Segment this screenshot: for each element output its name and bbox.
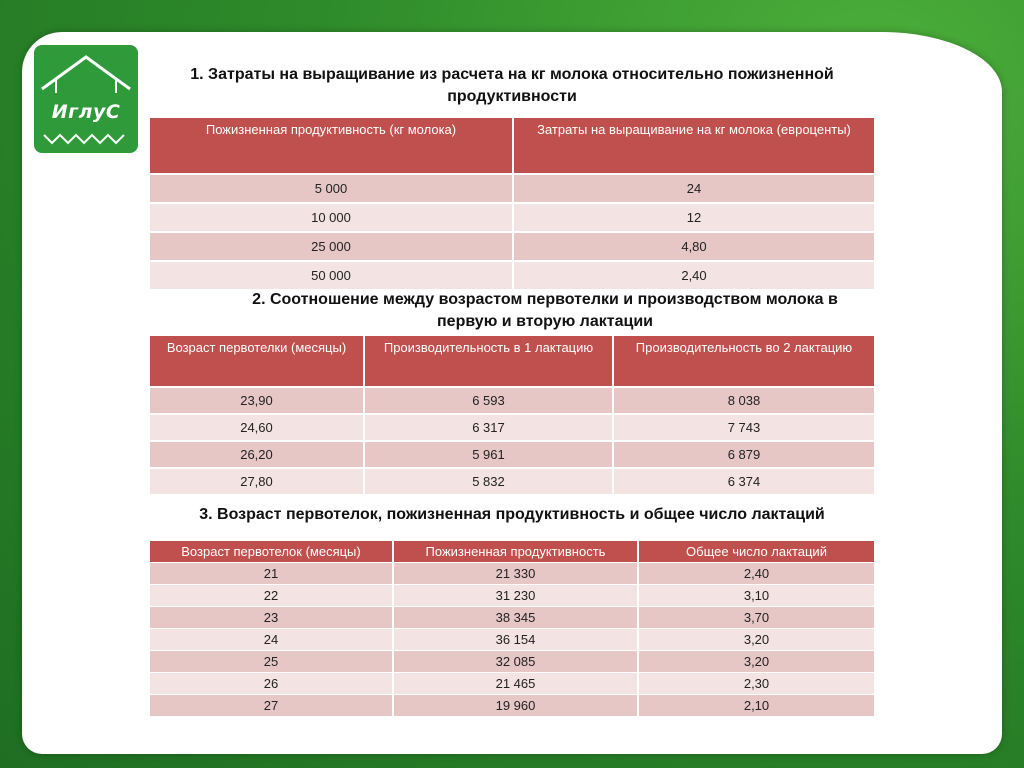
table-cell: 38 345 xyxy=(393,607,638,629)
column-header: Затраты на выращивание на кг молока (евроценты) xyxy=(513,118,874,174)
table-header-row xyxy=(150,336,874,387)
column-header: Пожизненная продуктивность (кг молока) xyxy=(150,118,513,174)
column-header: Возраст первотелки (месяцы) xyxy=(150,336,364,387)
table-cell: 24,60 xyxy=(150,414,364,441)
table-cell: 27 xyxy=(150,695,393,717)
table-row xyxy=(150,387,874,414)
table-row xyxy=(150,441,874,468)
table-cell: 36 154 xyxy=(393,629,638,651)
table-cell: 23,90 xyxy=(150,387,364,414)
section3-title: 3. Возраст первотелок, пожизненная продуктивность и общее число лактаций xyxy=(199,506,825,523)
logo-text: ИглуС xyxy=(51,101,121,123)
table-cell: 2,40 xyxy=(638,563,874,585)
table-cell: 2,10 xyxy=(638,695,874,717)
section2-title-line2: первую и вторую лактации xyxy=(437,313,653,330)
table-cell: 3,20 xyxy=(638,629,874,651)
table-row xyxy=(150,261,874,289)
table-cell: 7 743 xyxy=(613,414,874,441)
section2-title-line1: 2. Соотношение между возрастом первотелки и производством молока в xyxy=(252,291,838,308)
table-cell: 21 465 xyxy=(393,673,638,695)
table-row xyxy=(150,174,874,203)
table-cell: 10 000 xyxy=(150,203,513,232)
table-cell: 6 317 xyxy=(364,414,613,441)
table-cell: 50 000 xyxy=(150,261,513,289)
lifetime-productivity-table xyxy=(150,541,874,716)
column-header: Пожизненная продуктивность xyxy=(393,541,638,563)
table-cell: 27,80 xyxy=(150,468,364,494)
table-cell: 3,10 xyxy=(638,585,874,607)
table-cell: 6 374 xyxy=(613,468,874,494)
table-row xyxy=(150,695,874,717)
table-row xyxy=(150,607,874,629)
table-header-row xyxy=(150,541,874,563)
table-cell: 21 xyxy=(150,563,393,585)
section1-title-line1: 1. Затраты на выращивание из расчета на кг молока относительно пожизненной xyxy=(190,66,834,83)
table-cell: 26,20 xyxy=(150,441,364,468)
table-cell: 8 038 xyxy=(613,387,874,414)
table-cell: 5 961 xyxy=(364,441,613,468)
table-header-row xyxy=(150,118,874,174)
table-cell: 31 230 xyxy=(393,585,638,607)
section1-title xyxy=(150,64,874,108)
table-cell: 2,40 xyxy=(513,261,874,289)
table-row xyxy=(150,414,874,441)
table-cell: 25 000 xyxy=(150,232,513,261)
table-cell: 6 593 xyxy=(364,387,613,414)
table-cell: 2,30 xyxy=(638,673,874,695)
table-row xyxy=(150,203,874,232)
table-row xyxy=(150,585,874,607)
table-cell: 22 xyxy=(150,585,393,607)
heifer-age-production-table xyxy=(150,336,874,494)
table-cell: 4,80 xyxy=(513,232,874,261)
table-cell: 21 330 xyxy=(393,563,638,585)
column-header: Общее число лактаций xyxy=(638,541,874,563)
lifetime-cost-table xyxy=(150,118,874,289)
table-cell: 19 960 xyxy=(393,695,638,717)
table-cell: 32 085 xyxy=(393,651,638,673)
table-row xyxy=(150,563,874,585)
table-cell: 3,70 xyxy=(638,607,874,629)
table-row xyxy=(150,651,874,673)
table-cell: 5 832 xyxy=(364,468,613,494)
table-cell: 5 000 xyxy=(150,174,513,203)
table-cell: 12 xyxy=(513,203,874,232)
house-icon xyxy=(34,45,138,153)
table-cell: 26 xyxy=(150,673,393,695)
table-row xyxy=(150,468,874,494)
table-row xyxy=(150,673,874,695)
table-cell: 23 xyxy=(150,607,393,629)
table-cell: 25 xyxy=(150,651,393,673)
section1-title-line2: продуктивности xyxy=(447,88,577,105)
table-cell: 24 xyxy=(150,629,393,651)
column-header: Возраст первотелок (месяцы) xyxy=(150,541,393,563)
column-header: Производительность в 1 лактацию xyxy=(364,336,613,387)
table-cell: 3,20 xyxy=(638,651,874,673)
table-cell: 6 879 xyxy=(613,441,874,468)
column-header: Производительность во 2 лактацию xyxy=(613,336,874,387)
company-logo xyxy=(34,45,138,153)
table-row xyxy=(150,629,874,651)
table-row xyxy=(150,232,874,261)
section2-title xyxy=(150,289,940,333)
table-cell: 24 xyxy=(513,174,874,203)
